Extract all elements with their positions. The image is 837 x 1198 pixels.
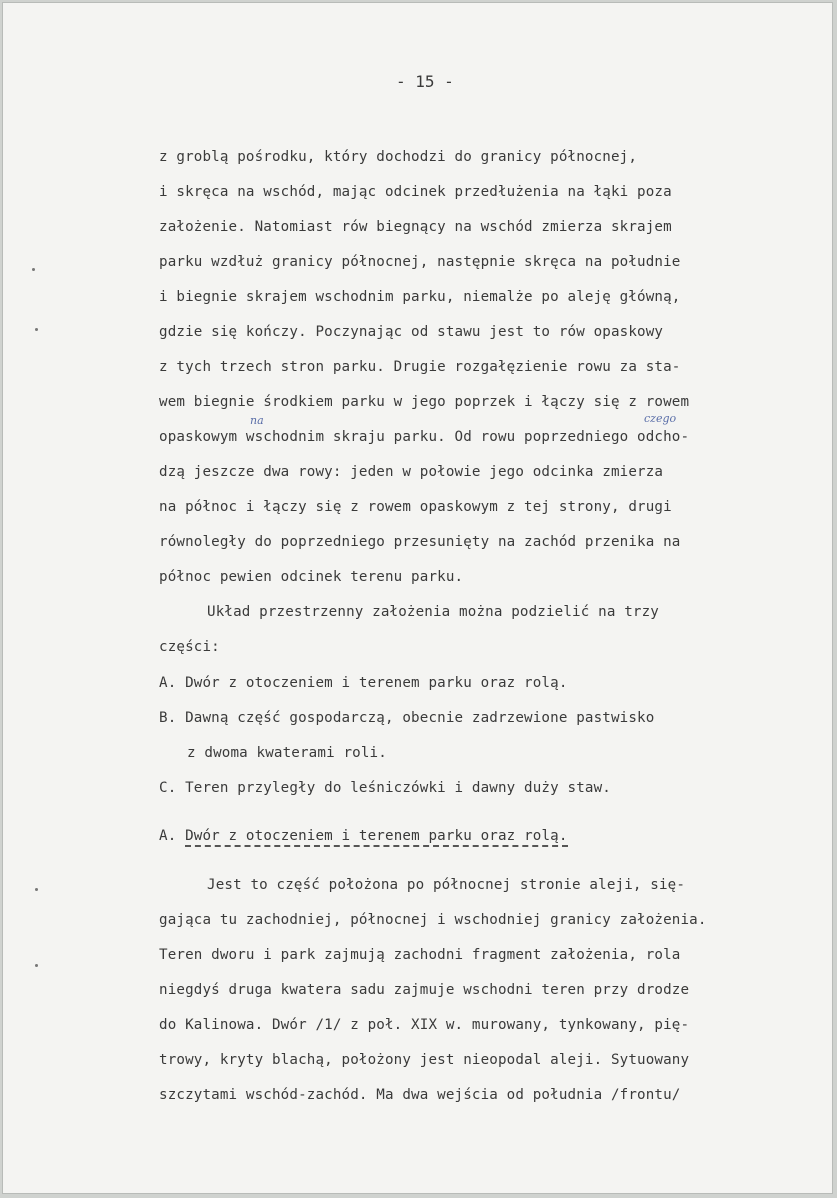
text-line: z tych trzech stron parku. Drugie rozgałęzienie rowu za sta- <box>159 359 681 375</box>
text-line: niegdyś druga kwatera sadu zajmuje wschodni teren przy drodze <box>159 982 690 998</box>
text-line: równoległy do poprzedniego przesunięty na zachód przenika na <box>159 534 681 550</box>
text-line: części: <box>159 639 220 655</box>
text-line: dzą jeszcze dwa rowy: jeden w połowie jego odcinka zmierza <box>159 464 664 480</box>
text-line: na północ i łączy się z rowem opaskowym z tej strony, drugi <box>159 499 672 515</box>
text-line: wem biegnie środkiem parku w jego poprzek i łączy się z rowem <box>159 394 690 410</box>
text-line: trowy, kryty blachą, położony jest nieopodal aleji. Sytuowany <box>159 1052 690 1068</box>
section-heading <box>159 828 568 844</box>
text-line: Teren dworu i park zajmują zachodni fragment założenia, rola <box>159 947 681 963</box>
text-line: i skręca na wschód, mając odcinek przedłużenia na łąki poza <box>159 184 672 200</box>
section-heading-title: Dwór z otoczeniem i terenem parku oraz rolą. <box>185 828 567 847</box>
text-line: parku wzdłuż granicy północnej, następnie skręca na południe <box>159 254 681 270</box>
text-line: północ pewien odcinek terenu parku. <box>159 569 464 585</box>
list-item: A. Dwór z otoczeniem i terenem parku oraz rolą. <box>159 675 568 691</box>
text-line: do Kalinowa. Dwór /1/ z poł. XIX w. murowany, tynkowany, pię- <box>159 1017 690 1033</box>
list-item: z dwoma kwaterami roli. <box>187 745 387 761</box>
text-line: Jest to część położona po północnej stronie aleji, się- <box>207 877 686 893</box>
text-line: gdzie się kończy. Poczynając od stawu jest to rów opaskowy <box>159 324 664 340</box>
list-item: B. Dawną część gospodarczą, obecnie zadrzewione pastwisko <box>159 710 655 726</box>
document-page <box>2 2 833 1194</box>
handwritten-correction: na <box>250 414 264 427</box>
punch-mark <box>35 328 38 331</box>
punch-mark <box>35 964 38 967</box>
text-line: gająca tu zachodniej, północnej i wschodniej granicy założenia. <box>159 912 707 928</box>
text-line: opaskowym wschodnim skraju parku. Od rowu poprzedniego odcho- <box>159 429 690 445</box>
section-heading-letter: A. <box>159 828 177 844</box>
punch-mark <box>35 888 38 891</box>
page-number: - 15 - <box>396 72 454 91</box>
text-line: z groblą pośrodku, który dochodzi do granicy północnej, <box>159 149 638 165</box>
text-line: i biegnie skrajem wschodnim parku, niemalże po aleję główną, <box>159 289 681 305</box>
text-line: Układ przestrzenny założenia można podzielić na trzy <box>207 604 659 620</box>
text-line: założenie. Natomiast rów biegnący na wschód zmierza skrajem <box>159 219 672 235</box>
list-item: C. Teren przyległy do leśniczówki i dawny duży staw. <box>159 780 611 796</box>
punch-mark <box>32 268 35 271</box>
text-line: szczytami wschód-zachód. Ma dwa wejścia od południa /frontu/ <box>159 1087 681 1103</box>
handwritten-correction: czego <box>644 412 677 425</box>
